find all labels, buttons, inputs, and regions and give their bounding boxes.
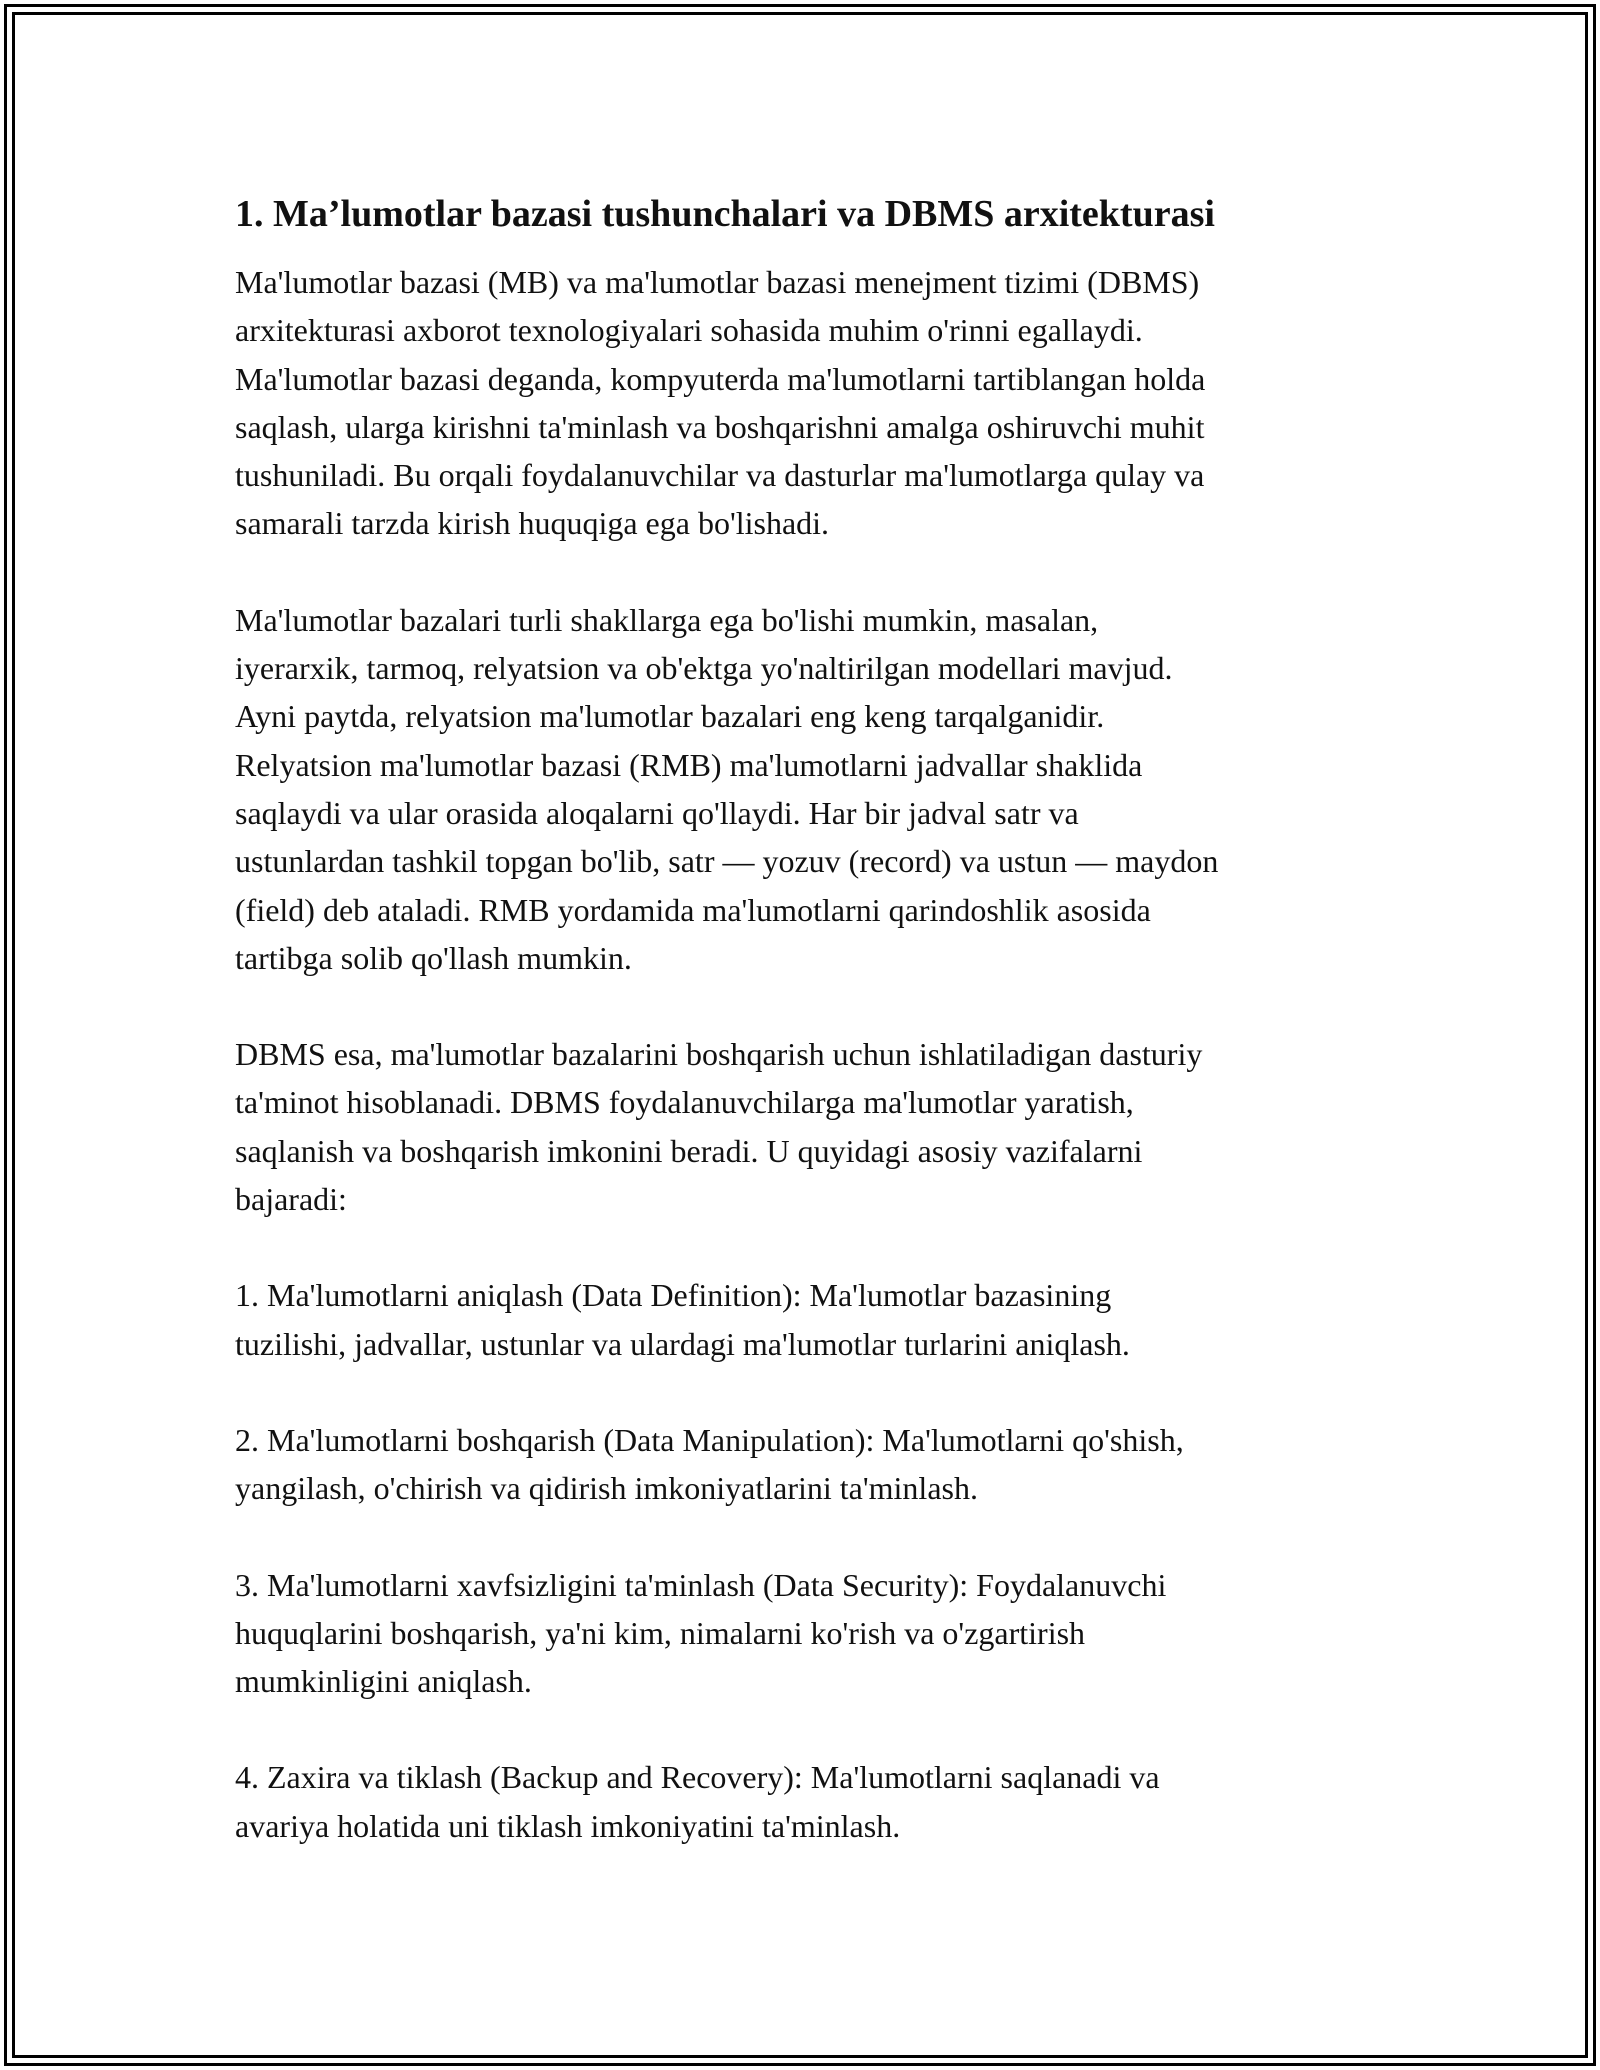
list-item-data-manipulation: 2. Ma'lumotlarni boshqarish (Data Manipulation): Ma'lumotlarni qo'shish, yangilash, o'chirish va qidirish imkoniyatlarini ta'minlash. [235, 1421, 1184, 1507]
list-item-data-definition: 1. Ma'lumotlarni aniqlash (Data Definition): Ma'lumotlar bazasining tuzilishi, jadvallar, ustunlar va ulardagi ma'lumotlar turlarini aniqlash. [235, 1277, 1130, 1362]
document-body [235, 186, 1385, 1850]
paragraph-database-models: Ma'lumotlar bazalari turli shakllarga ega bo'lishi mumkin, masalan, iyerarxik, tarmoq, relyatsion va ob'ektga yo'naltirilgan modellari mavjud. Ayni paytda, relyatsion ma'lumotlar bazalari eng keng tarqalganidir. Relyatsion ma'lumotlar bazasi (RMB) ma'lumotlarni jadvallar shaklida saqlaydi va ular orasida aloqalarni qo'llaydi. Har bir jadval satr va ustunlardan tashkil topgan bo'lib, satr — yozuv (record) va ustun — maydon (field) deb ataladi. RMB yordamida ma'lumotlarni qarindoshlik asosida tartibga solib qo'llash mumkin. [235, 601, 1219, 976]
list-item-backup-recovery: 4. Zaxira va tiklash (Backup and Recovery): Ma'lumotlarni saqlanadi va avariya holatida uni tiklash imkoniyatini ta'minlash. [235, 1759, 1160, 1844]
paragraph-dbms: DBMS esa, ma'lumotlar bazalarini boshqarish uchun ishlatiladigan dasturiy ta'minot hisoblanadi. DBMS foydalanuvchilarga ma'lumotlar yaratish, saqlanish va boshqarish imkonini beradi. U quyidagi asosiy vazifalarni bajaradi: [235, 1036, 1203, 1218]
section-heading: 1. Ma’lumotlar bazasi tushunchalari va DBMS arxitekturasi [235, 193, 1215, 235]
paragraph-intro: Ma'lumotlar bazasi (MB) va ma'lumotlar bazasi menejment tizimi (DBMS) arxitekturasi axborot texnologiyalari sohasida muhim o'rinni egallaydi. Ma'lumotlar bazasi deganda, kompyuterda ma'lumotlarni tartiblangan holda saqlash, ularga kirishni ta'minlash va boshqarishni amalga oshiruvchi muhit tushuniladi. Bu orqali foydalanuvchilar va dasturlar ma'lumotlarga qulay va samarali tarzda kirish huquqiga ega bo'lishadi. [235, 264, 1206, 542]
list-item-data-security: 3. Ma'lumotlarni xavfsizligini ta'minlash (Data Security): Foydalanuvchi huquqlarini boshqarish, ya'ni kim, nimalarni ko'rish va o'zgartirish mumkinligini aniqlash. [235, 1566, 1167, 1700]
